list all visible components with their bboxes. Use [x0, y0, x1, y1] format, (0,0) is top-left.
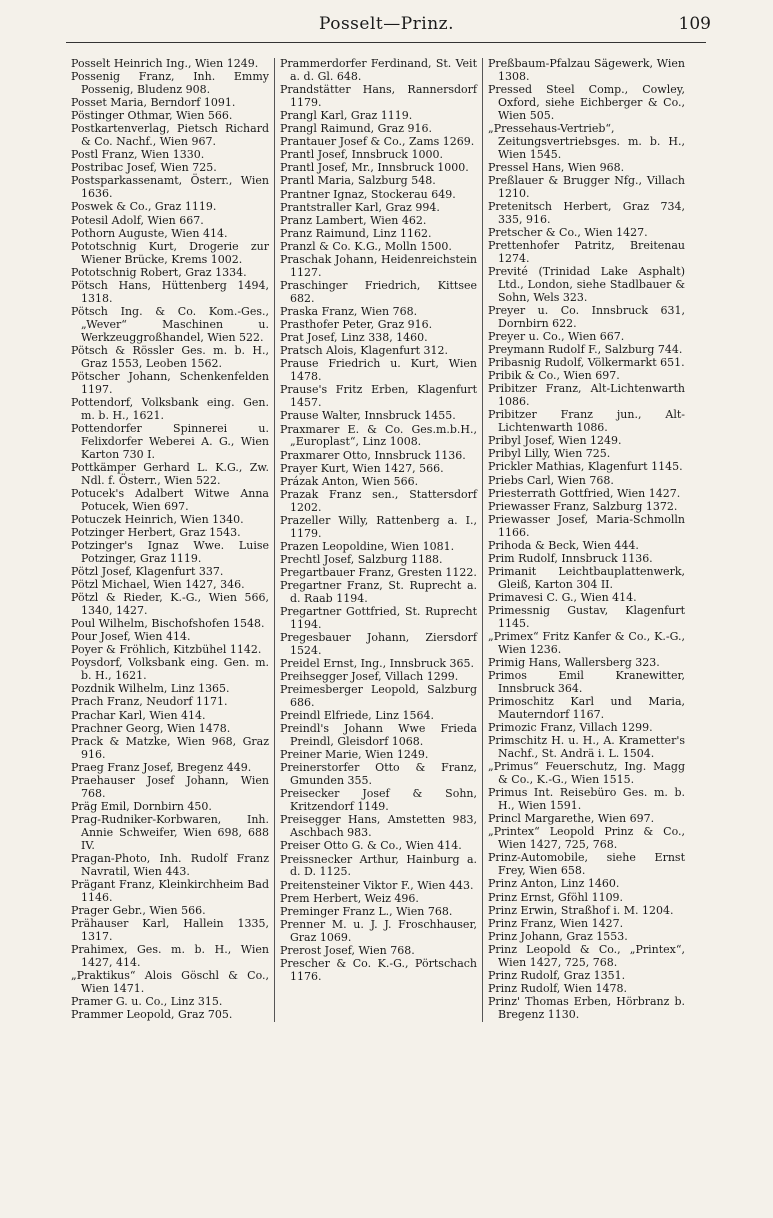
directory-entry: Prayer Kurt, Wien 1427, 566.	[280, 461, 444, 475]
directory-entry: Potesil Adolf, Wien 667.	[71, 213, 204, 227]
directory-entry: Prammer Leopold, Graz 705.	[71, 1007, 233, 1021]
directory-entry: Prenner M. u. J. J. Froschhauser, Graz 1069.	[280, 917, 477, 944]
directory-entry: Prantl Josef, Mr., Innsbruck 1000.	[280, 161, 469, 175]
directory-entry: Pötzl Michael, Wien 1427, 346.	[71, 577, 245, 591]
directory-entry: Prat Josef, Linz 338, 1460.	[280, 331, 428, 345]
directory-entry: Prachar Karl, Wien 414.	[71, 708, 206, 722]
directory-entry: Pribitzer Franz, Alt-Lichtenwarth 1086.	[488, 382, 685, 409]
directory-entry: Prinz Leopold & Co., „Printex“, Wien 1427, 725, 768.	[488, 942, 685, 969]
directory-entry: Preindl Elfriede, Linz 1564.	[280, 709, 434, 723]
directory-entry: Prinz Franz, Wien 1427.	[488, 916, 624, 930]
directory-entry: Prack & Matzke, Wien 968, Graz 916.	[71, 734, 269, 761]
directory-entry: Prantner Ignaz, Stockerau 649.	[280, 187, 456, 201]
directory-entry: Postribac Josef, Wien 725.	[71, 161, 217, 175]
directory-entry: Postkartenverlag, Pietsch Richard & Co. Nachf., Wien 967.	[71, 122, 269, 149]
directory-entry: Poswek & Co., Graz 1119.	[71, 200, 217, 214]
directory-entry: Pottendorfer Spinnerei u. Felixdorfer Weberei A. G., Wien Karton 730 I.	[71, 421, 269, 461]
directory-entry: Poul Wilhelm, Bischofshofen 1548.	[71, 617, 265, 631]
directory-entry: Preissnecker Arthur, Hainburg a. d. D. 1125.	[280, 852, 477, 879]
directory-entry: Potzinger Herbert, Graz 1543.	[71, 525, 241, 539]
directory-entry: Praschak Johann, Heidenreichstein 1127.	[280, 253, 477, 279]
column-3	[482, 58, 690, 1022]
directory-entry: Prantl Maria, Salzburg 548.	[280, 174, 436, 188]
directory-entry: Pratsch Alois, Klagenfurt 312.	[280, 344, 449, 358]
directory-entry: Pototschnig Kurt, Drogerie zur Wiener Brücke, Krems 1002.	[71, 239, 269, 266]
directory-entry: Primos Emil Kranewitter, Innsbruck 364.	[488, 669, 685, 696]
directory-entry: Preminger Franz L., Wien 768.	[280, 904, 453, 918]
directory-entry: Pregartner Gottfried, St. Ruprecht 1194.	[280, 605, 477, 631]
directory-entry: Pranz Raimund, Linz 1162.	[280, 226, 432, 240]
directory-entry: Prager Gebr., Wien 566.	[71, 903, 206, 917]
directory-entry: Primavesi C. G., Wien 414.	[488, 591, 637, 605]
directory-entry: Praska Franz, Wien 768.	[280, 305, 418, 319]
directory-entry: Pramer G. u. Co., Linz 315.	[71, 994, 223, 1008]
directory-entry: Pötscher Johann, Schenkenfelden 1197.	[71, 369, 269, 396]
directory-entry: Pretenitsch Herbert, Graz 734, 335, 916.	[488, 199, 685, 226]
directory-entry: Preyer u. Co., Wien 667.	[488, 329, 625, 343]
directory-entry: Preiser Otto G. & Co., Wien 414.	[280, 839, 462, 853]
directory-entry: Pottkämper Gerhard L. K.G., Zw. Ndl. f. Österr., Wien 522.	[71, 460, 269, 487]
directory-entry: Prerost Josef, Wien 768.	[280, 943, 415, 957]
directory-entry: Prause Friedrich u. Kurt, Wien 1478.	[280, 357, 477, 384]
directory-entry: Prantstraller Karl, Graz 994.	[280, 200, 440, 214]
directory-entry: Preihsegger Josef, Villach 1299.	[280, 670, 459, 684]
directory-entry: Preßbaum-Pfalzau Sägewerk, Wien 1308.	[488, 57, 685, 83]
directory-entry: Prinz Rudolf, Graz 1351.	[488, 968, 626, 982]
directory-entry: Pothorn Auguste, Wien 414.	[71, 226, 228, 240]
directory-entry: Pranzl & Co. K.G., Molln 1500.	[280, 239, 452, 253]
directory-entry: Praeg Franz Josef, Bregenz 449.	[71, 760, 252, 774]
directory-columns	[66, 58, 716, 1022]
directory-entry: Primus Int. Reisebüro Ges. m. b. H., Wien 1591.	[488, 786, 685, 813]
directory-entry: Praehauser Josef Johann, Wien 768.	[71, 773, 269, 800]
directory-entry: „Praktikus“ Alois Göschl & Co., Wien 1471.	[71, 968, 269, 995]
directory-entry: Prinz' Thomas Erben, Hörbranz b. Bregenz 1130.	[488, 995, 685, 1021]
directory-entry: Prim Rudolf, Innsbruck 1136.	[488, 551, 653, 565]
directory-entry: Prandstätter Hans, Rannersdorf 1179.	[280, 83, 477, 109]
directory-entry: Princl Margarethe, Wien 697.	[488, 812, 655, 826]
directory-entry: Preindl's Johann Wwe Frieda Preindl, Gleisdorf 1068.	[280, 722, 477, 749]
directory-entry: „Pressehaus-Vertrieb“, Zeitungsvertriebsges. m. b. H., Wien 1545.	[488, 121, 685, 161]
directory-entry: Prasthofer Peter, Graz 916.	[280, 318, 433, 332]
directory-entry: Possenig Franz, Inh. Emmy Possenig, Bludenz 908.	[71, 70, 269, 96]
directory-entry: Prettenhofer Patritz, Breitenau 1274.	[488, 239, 685, 265]
directory-entry: Pregartner Franz, St. Ruprecht a. d. Raab 1194.	[280, 579, 477, 605]
directory-entry: Posselt Heinrich Ing., Wien 1249.	[71, 57, 259, 70]
directory-entry: Pöstinger Othmar, Wien 566.	[71, 109, 233, 123]
directory-entry: Pribitzer Franz jun., Alt-Lichtenwarth 1086.	[488, 408, 685, 435]
directory-entry: Prachner Georg, Wien 1478.	[71, 721, 231, 735]
directory-entry: Previté (Trinidad Lake Asphalt) Ltd., London, siehe Stadlbauer & Sohn, Wels 323.	[488, 265, 685, 304]
directory-entry: Prägant Franz, Kleinkirchheim Bad 1146.	[71, 877, 269, 904]
directory-entry: Pressed Steel Comp., Cowley, Oxford, siehe Eichberger & Co., Wien 505.	[488, 83, 685, 122]
directory-entry: Prause Walter, Innsbruck 1455.	[280, 409, 456, 423]
directory-entry: Prickler Mathias, Klagenfurt 1145.	[488, 460, 683, 474]
directory-entry: Pour Josef, Wien 414.	[71, 630, 191, 644]
directory-entry: „Primus“ Feuerschutz, Ing. Magg & Co., K.-G., Wien 1515.	[488, 760, 685, 787]
directory-entry: Prazeller Willy, Rattenberg a. I., 1179.	[280, 513, 477, 540]
directory-entry: Pressel Hans, Wien 968.	[488, 160, 625, 174]
directory-entry: Pranz Lambert, Wien 462.	[280, 213, 427, 227]
directory-entry: Primoschitz Karl und Maria, Mauterndorf 1167.	[488, 695, 685, 722]
directory-entry: Prihoda & Beck, Wien 444.	[488, 538, 639, 552]
directory-entry: Prázak Anton, Wien 566.	[280, 474, 419, 488]
directory-entry: Pottendorf, Volksbank eing. Gen. m. b. H., 1621.	[71, 395, 269, 422]
page-number: 109	[678, 14, 711, 34]
directory-entry: Poysdorf, Volksbank eing. Gen. m. b. H., 1621.	[71, 656, 269, 683]
directory-entry: Prinz Ernst, Gföhl 1109.	[488, 890, 624, 904]
directory-entry: Primanit Leichtbauplattenwerk, Gleiß, Karton 304 II.	[488, 565, 685, 591]
directory-entry: Prazen Leopoldine, Wien 1081.	[280, 539, 455, 553]
directory-entry: Pribyl Lilly, Wien 725.	[488, 447, 611, 461]
page-header	[0, 10, 773, 40]
directory-entry: Preßlauer & Brugger Nfg., Villach 1210.	[488, 173, 685, 200]
directory-entry: Postsparkassenamt, Österr., Wien 1636.	[71, 174, 269, 201]
directory-entry: Pragan-Photo, Inh. Rudolf Franz Navratil, Wien 443.	[71, 851, 269, 878]
directory-entry: Prinz Johann, Graz 1553.	[488, 929, 628, 943]
directory-entry: Prinz Anton, Linz 1460.	[488, 877, 620, 891]
directory-entry: Prinz Erwin, Straßhof i. M. 1204.	[488, 903, 674, 917]
directory-entry: Priebs Carl, Wien 768.	[488, 473, 614, 487]
directory-entry: Prantauer Josef & Co., Zams 1269.	[280, 135, 475, 149]
directory-entry: Pretscher & Co., Wien 1427.	[488, 225, 648, 239]
directory-entry: Prem Herbert, Weiz 496.	[280, 891, 419, 905]
directory-entry: Prescher & Co. K.-G., Pörtschach 1176.	[280, 956, 477, 983]
directory-entry: Prangl Raimund, Graz 916.	[280, 122, 432, 136]
directory-entry: „Primex“ Fritz Kanfer & Co., K.-G., Wien 1236.	[488, 630, 685, 657]
directory-entry: Pribik & Co., Wien 697.	[488, 369, 620, 383]
directory-entry: Pozdnik Wilhelm, Linz 1365.	[71, 682, 230, 696]
directory-entry: Prag-Rudniker-Korbwaren, Inh. Annie Schweifer, Wien 698, 688 IV.	[71, 812, 269, 852]
directory-entry: Priesterrath Gottfried, Wien 1427.	[488, 486, 681, 500]
directory-entry: Pötsch Hans, Hüttenberg 1494, 1318.	[71, 278, 269, 305]
directory-entry: Pötsch Ing. & Co. Kom.-Ges., „Wever“ Maschinen u. Werkzeuggroßhandel, Wien 522.	[71, 304, 269, 344]
directory-entry: Praschinger Friedrich, Kittsee 682.	[280, 279, 477, 305]
directory-entry: Preidel Ernst, Ing., Innsbruck 365.	[280, 657, 475, 671]
directory-entry: Prahimex, Ges. m. b. H., Wien 1427, 414.	[71, 942, 269, 969]
directory-entry: Prangl Karl, Graz 1119.	[280, 109, 413, 122]
directory-entry: Präg Emil, Dornbirn 450.	[71, 799, 212, 813]
directory-entry: Preyer u. Co. Innsbruck 631, Dornbirn 622.	[488, 303, 685, 330]
directory-entry: Preisegger Hans, Amstetten 983, Aschbach 983.	[280, 813, 477, 840]
directory-entry: Prähauser Karl, Hallein 1335, 1317.	[71, 916, 269, 943]
directory-entry: Pötzl Josef, Klagenfurt 337.	[71, 564, 224, 578]
directory-entry: Prazak Franz sen., Stattersdorf 1202.	[280, 487, 477, 514]
directory-entry: Primig Hans, Wallersberg 323.	[488, 656, 660, 670]
directory-entry: Preimesberger Leopold, Salzburg 686.	[280, 683, 477, 710]
directory-entry: Pregesbauer Johann, Ziersdorf 1524.	[280, 631, 477, 657]
directory-entry: Priewasser Franz, Salzburg 1372.	[488, 499, 678, 513]
directory-entry: Primschitz H. u. H., A. Krametter's Nachf., St. Andrä i. L. 1504.	[488, 734, 685, 761]
directory-entry: Prinz Rudolf, Wien 1478.	[488, 981, 627, 995]
directory-entry: Potucek's Adalbert Witwe Anna Potucek, Wien 697.	[71, 486, 269, 513]
directory-entry: Prantl Josef, Innsbruck 1000.	[280, 148, 443, 162]
directory-entry: Prechtl Josef, Salzburg 1188.	[280, 552, 443, 566]
column-1	[66, 58, 274, 1022]
directory-entry: „Printex“ Leopold Prinz & Co., Wien 1427, 725, 768.	[488, 825, 685, 852]
directory-entry: Potuczek Heinrich, Wien 1340.	[71, 512, 244, 526]
directory-entry: Poyer & Fröhlich, Kitzbühel 1142.	[71, 643, 262, 657]
directory-entry: Pribasnig Rudolf, Völkermarkt 651.	[488, 356, 685, 370]
directory-entry: Postl Franz, Wien 1330.	[71, 148, 205, 162]
directory-entry: Preisecker Josef & Sohn, Kritzendorf 1149.	[280, 787, 477, 814]
directory-entry: Pototschnig Robert, Graz 1334.	[71, 265, 247, 279]
directory-entry: Pötzl & Rieder, K.-G., Wien 566, 1340, 1427.	[71, 591, 269, 617]
directory-entry: Potzinger's Ignaz Wwe. Luise Potzinger, Graz 1119.	[71, 538, 269, 565]
directory-entry: Prach Franz, Neudorf 1171.	[71, 695, 228, 709]
directory-entry: Prause's Fritz Erben, Klagenfurt 1457.	[280, 383, 477, 410]
directory-entry: Praxmarer Otto, Innsbruck 1136.	[280, 448, 466, 462]
directory-entry: Posset Maria, Berndorf 1091.	[71, 96, 236, 110]
directory-entry: Preiner Marie, Wien 1249.	[280, 748, 429, 762]
directory-entry: Praxmarer E. & Co. Ges.m.b.H., „Europlast“, Linz 1008.	[280, 422, 477, 449]
header-rule	[66, 42, 706, 43]
directory-entry: Primessnig Gustav, Klagenfurt 1145.	[488, 604, 685, 631]
directory-entry: Prinz-Automobile, siehe Ernst Frey, Wien 658.	[488, 851, 685, 878]
directory-entry: Pribyl Josef, Wien 1249.	[488, 434, 622, 448]
directory-entry: Pötsch & Rössler Ges. m. b. H., Graz 1553, Leoben 1562.	[71, 343, 269, 370]
directory-entry: Pregartbauer Franz, Gresten 1122.	[280, 565, 477, 579]
directory-entry: Priewasser Josef, Maria-Schmolln 1166.	[488, 512, 685, 539]
directory-entry: Prammerdorfer Ferdinand, St. Veit a. d. Gl. 648.	[280, 57, 477, 83]
directory-entry: Preitensteiner Viktor F., Wien 443.	[280, 878, 474, 892]
directory-entry: Preinerstorfer Otto & Franz, Gmunden 355.	[280, 761, 477, 788]
running-head: Posselt—Prinz.	[318, 14, 455, 34]
column-2	[274, 58, 482, 1022]
directory-entry: Preymann Rudolf F., Salzburg 744.	[488, 343, 683, 356]
directory-entry: Primozic Franz, Villach 1299.	[488, 721, 653, 735]
